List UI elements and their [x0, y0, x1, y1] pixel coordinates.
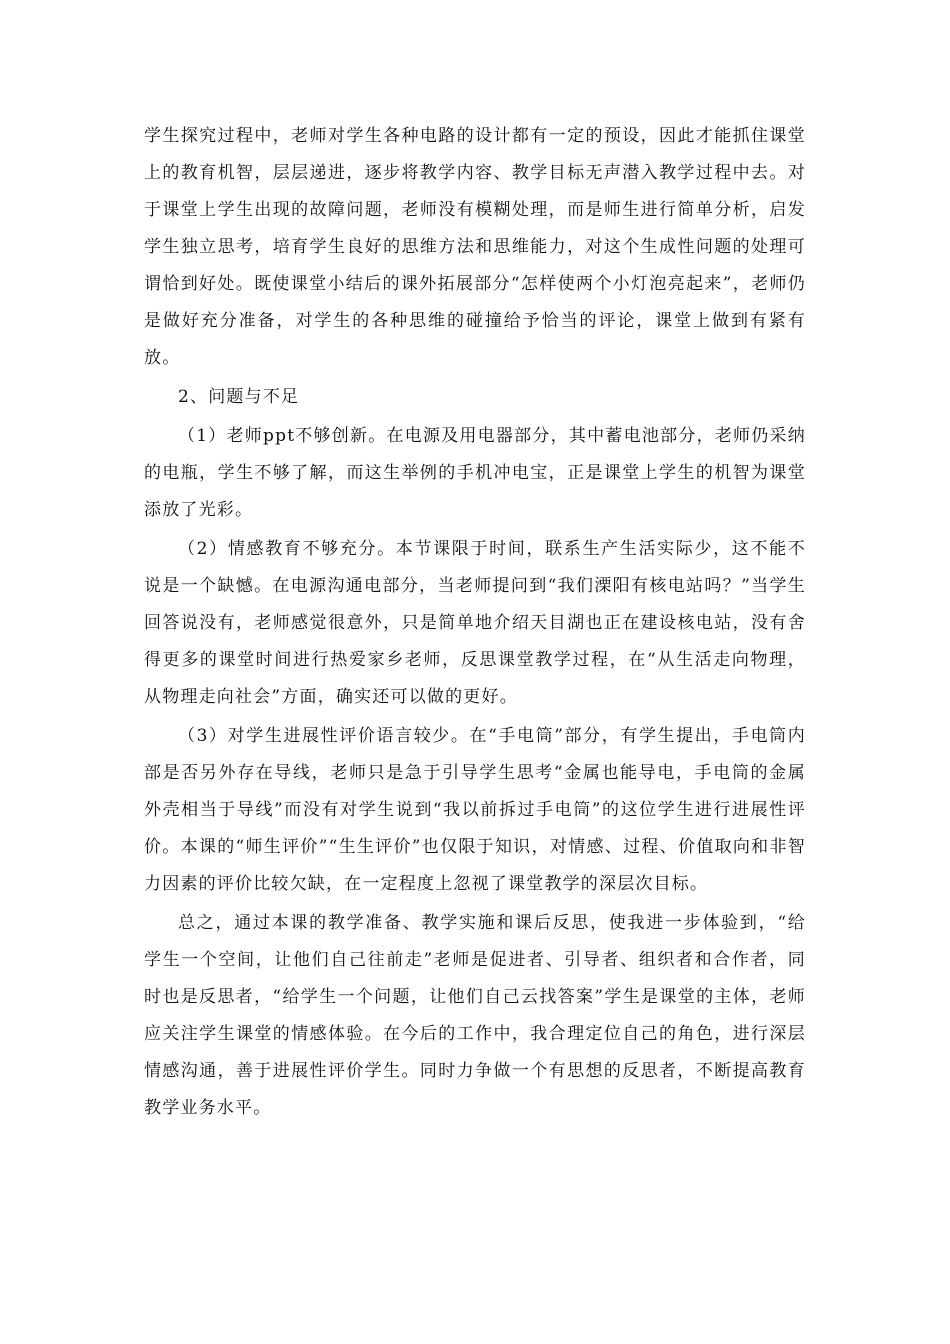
paragraph-problem-1: （1）老师ppt不够创新。在电源及用电器部分，其中蓄电池部分，老师仍采纳的电瓶，学生不够了解，而这生举例的手机冲电宝，正是课堂上学生的机智为课堂添放了光彩。: [144, 426, 806, 520]
paragraph-summary: 总之，通过本课的教学准备、教学实施和课后反思，使我进一步体验到，“给学生一个空间，让他们自己往前走”老师是促进者、引导者、组织者和合作者，同时也是反思者，“给学生一个问题，让他们自己云找答案”学生是课堂的主体，老师应关注学生课堂的情感体验。在今后的工作中，我合理定位自己的角色，进行深层情感沟通，善于进展性评价学生。同时力争做一个有思想的反思者，不断提高教育教学业务水平。: [144, 913, 806, 1118]
paragraph-continuation: 学生探究过程中，老师对学生各种电路的设计都有一定的预设，因此才能抓住课堂上的教育机智，层层递进，逐步将教学内容、教学目标无声潜入教学过程中去。对于课堂上学生出现的故障问题，老师没有模糊处理，而是师生进行简单分析，启发学生独立思考，培育学生良好的思维方法和思维能力，对这个生成性问题的处理可谓恰到好处。既使课堂小结后的课外拓展部分“怎样使两个小灯泡亮起来”，老师仍是做好充分准备，对学生的各种思维的碰撞给予恰当的评论，课堂上做到有紧有放。: [144, 126, 806, 368]
paragraph-problem-3: （3）对学生进展性评价语言较少。在“手电筒”部分，有学生提出，手电筒内部是否另外存在导线，老师只是急于引导学生思考“金属也能导电，手电筒的金属外壳相当于导线”而没有对学生说到“我以前拆过手电筒”的这位学生进行进展性评价。本课的“师生评价”“生生评价”也仅限于知识，对情感、过程、价值取向和非智力因素的评价比较欠缺，在一定程度上忽视了课堂教学的深层次目标。: [144, 726, 806, 894]
paragraph-problem-2: （2）情感教育不够充分。本节课限于时间，联系生产生活实际少，这不能不说是一个缺憾。在电源沟通电部分，当老师提问到“我们溧阳有核电站吗？”当学生回答说没有，老师感觉很意外，只是简单地介绍天目湖也正在建设核电站，没有舍得更多的课堂时间进行热爱家乡老师，反思课堂教学过程，在“从生活走向物理，从物理走向社会”方面，确实还可以做的更好。: [144, 539, 806, 707]
section-heading-problems: 2、问题与不足: [178, 387, 300, 407]
document-body: [144, 118, 806, 1127]
